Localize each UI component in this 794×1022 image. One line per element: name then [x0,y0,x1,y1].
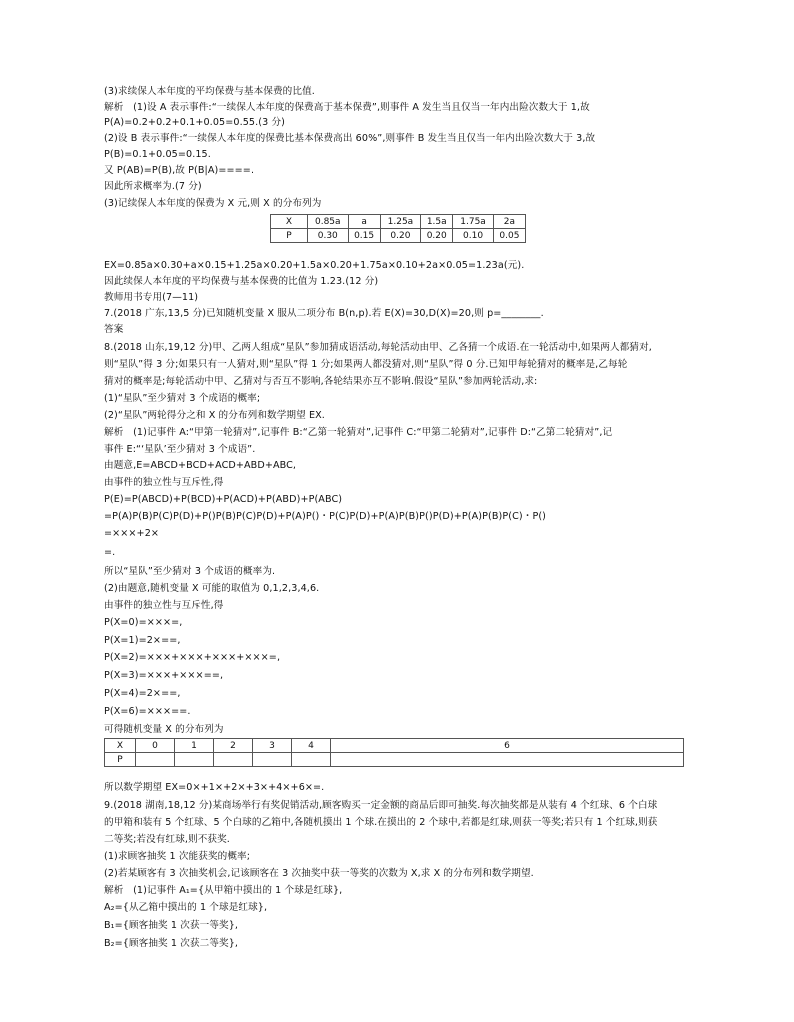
table-cell: 0 [136,739,175,753]
text-line: 因此续保人本年度的平均保费与基本保费的比值为 1.23.(12 分) [104,276,379,287]
text-line: (1)求顾客抽奖 1 次能获奖的概率; [104,851,251,862]
table-cell: 6 [331,739,684,753]
text-line: 答案 [104,324,124,335]
text-line: 由题意,E=ABCD+BCD+ACD+ABD+ABC, [104,460,297,471]
text-line: (3)记续保人本年度的保费为 X 元,则 X 的分布列为 [104,198,322,209]
text-line: (2)“星队”两轮得分之和 X 的分布列和数学期望 EX. [104,410,325,421]
table-cell: a [348,215,380,229]
table-cell [175,753,214,767]
text-line: (3)求续保人本年度的平均保费与基本保费的比值. [104,86,315,97]
text-line: 因此所求概率为.(7 分) [104,181,202,192]
text-line: 解析 (1)记事件 A₁={从甲箱中摸出的 1 个球是红球}, [104,885,343,896]
table-cell: 0.30 [308,229,349,243]
text-line: 所以数学期望 EX=0×+1×+2×+3×+4×+6×=. [104,782,325,793]
text-line: P(X=0)=×××=, [104,617,183,628]
text-line: A₂={从乙箱中摸出的 1 个球是红球}, [104,902,268,913]
text-line: B₁={顾客抽奖 1 次获一等奖}, [104,920,239,931]
text-line: P(X=1)=2×==, [104,635,181,646]
text-line: P(X=2)=×××+×××+×××+×××=, [104,652,281,663]
table-cell: 0.20 [380,229,421,243]
table-cell: 1.75a [453,215,494,229]
section-heading: 教师用书专用(7—11) [104,292,199,303]
premium-distribution-table [270,214,526,243]
table-cell: 0.05 [493,229,525,243]
text-line: 由事件的独立性与互斥性,得 [104,600,224,611]
text-line: P(A)=0.2+0.2+0.1+0.05=0.55.(3 分) [104,117,286,128]
table-cell: 1 [175,739,214,753]
table-cell [331,753,684,767]
table-row [271,215,526,229]
text-line: 事件 E:“‘星队’至少猜对 3 个成语”. [104,444,256,455]
table-cell: 1.25a [380,215,421,229]
text-line: P(X=6)=×××==. [104,706,191,717]
table-header-cell: P [271,229,308,243]
score-distribution-table [104,738,684,767]
table-cell: 0.20 [421,229,453,243]
text-line: 9.(2018 湖南,18,12 分)某商场举行有奖促销活动,顾客购买一定金额的商品后即可抽奖.每次抽奖都是从装有 4 个红球、6 个白球 [104,800,658,811]
table-cell [136,753,175,767]
table-cell: 0.85a [308,215,349,229]
text-line: 7.(2018 广东,13,5 分)已知随机变量 X 服从二项分布 B(n,p).若 E(X)=30,D(X)=20,则 p=________. [104,308,544,319]
table-cell: 2 [214,739,253,753]
text-line: P(X=4)=2×==, [104,688,181,699]
text-line: EX=0.85a×0.30+a×0.15+1.25a×0.20+1.5a×0.20+1.75a×0.10+2a×0.05=1.23a(元). [104,260,525,271]
text-line: (2)若某顾客有 3 次抽奖机会,记该顾客在 3 次抽奖中获一等奖的次数为 X,求 X 的分布列和数学期望. [104,868,534,879]
text-line: P(X=3)=×××+×××==, [104,670,224,681]
text-line: (2)设 B 表示事件:“一续保人本年度的保费比基本保费高出 60%”,则事件 B 发生当且仅当一年内出险次数大于 3,故 [104,133,596,144]
table-header-cell: P [105,753,136,767]
text-line: B₂={顾客抽奖 1 次获二等奖}, [104,938,239,949]
text-line: =P(A)P(B)P(C)P(D)+P()P(B)P(C)P(D)+P(A)P()・P(C)P(D)+P(A)P(B)P()P(D)+P(A)P(B)P(C)・P() [104,511,547,522]
text-line: 则“星队”得 3 分;如果只有一人猜对,则“星队”得 1 分;如果两人都没猜对,则“星队”得 0 分.已知甲每轮猜对的概率是,乙每轮 [104,359,628,370]
text-line: 解析 (1)记事件 A:“甲第一轮猜对”,记事件 B:“乙第一轮猜对”,记事件 C:“甲第二轮猜对”,记事件 D:“乙第二轮猜对”,记 [104,427,613,438]
table-header-cell: X [271,215,308,229]
text-line: (2)由题意,随机变量 X 可能的取值为 0,1,2,3,4,6. [104,583,320,594]
text-line: 8.(2018 山东,19,12 分)甲、乙两人组成“星队”参加猜成语活动,每轮活动由甲、乙各猜一个成语.在一轮活动中,如果两人都猜对, [104,342,652,353]
text-line: 由事件的独立性与互斥性,得 [104,477,224,488]
table-cell: 3 [253,739,292,753]
text-line: 的甲箱和装有 5 个红球、5 个白球的乙箱中,各随机摸出 1 个球.在摸出的 2 个球中,若都是红球,则获一等奖;若只有 1 个红球,则获 [104,817,658,828]
table-cell [214,753,253,767]
text-line: 解析 (1)设 A 表示事件:“一续保人本年度的保费高于基本保费”,则事件 A 发生当且仅当一年内出险次数大于 1,故 [104,102,590,113]
table-cell: 1.5a [421,215,453,229]
table-row [105,739,684,753]
table-row [105,753,684,767]
text-line: P(B)=0.1+0.05=0.15. [104,149,211,160]
table-cell: 0.10 [453,229,494,243]
table-cell [253,753,292,767]
table-cell [292,753,331,767]
text-line: 猜对的概率是;每轮活动中甲、乙猜对与否互不影响,各轮结果亦互不影响.假设“星队”参加两轮活动,求: [104,376,538,387]
text-line: (1)“星队”至少猜对 3 个成语的概率; [104,393,261,404]
table-header-cell: X [105,739,136,753]
table-row [271,229,526,243]
text-line: =×××+2× [104,528,160,539]
table-cell: 4 [292,739,331,753]
text-line: 二等奖;若没有红球,则不获奖. [104,834,230,845]
table-cell: 2a [493,215,525,229]
table-cell: 0.15 [348,229,380,243]
text-line: =. [104,547,116,558]
text-line: P(E)=P(ABCD)+P(BCD)+P(ACD)+P(ABD)+P(ABC) [104,494,343,505]
text-line: 又 P(AB)=P(B),故 P(B|A)====. [104,165,255,176]
text-line: 所以“星队”至少猜对 3 个成语的概率为. [104,566,276,577]
text-line: 可得随机变量 X 的分布列为 [104,724,224,735]
